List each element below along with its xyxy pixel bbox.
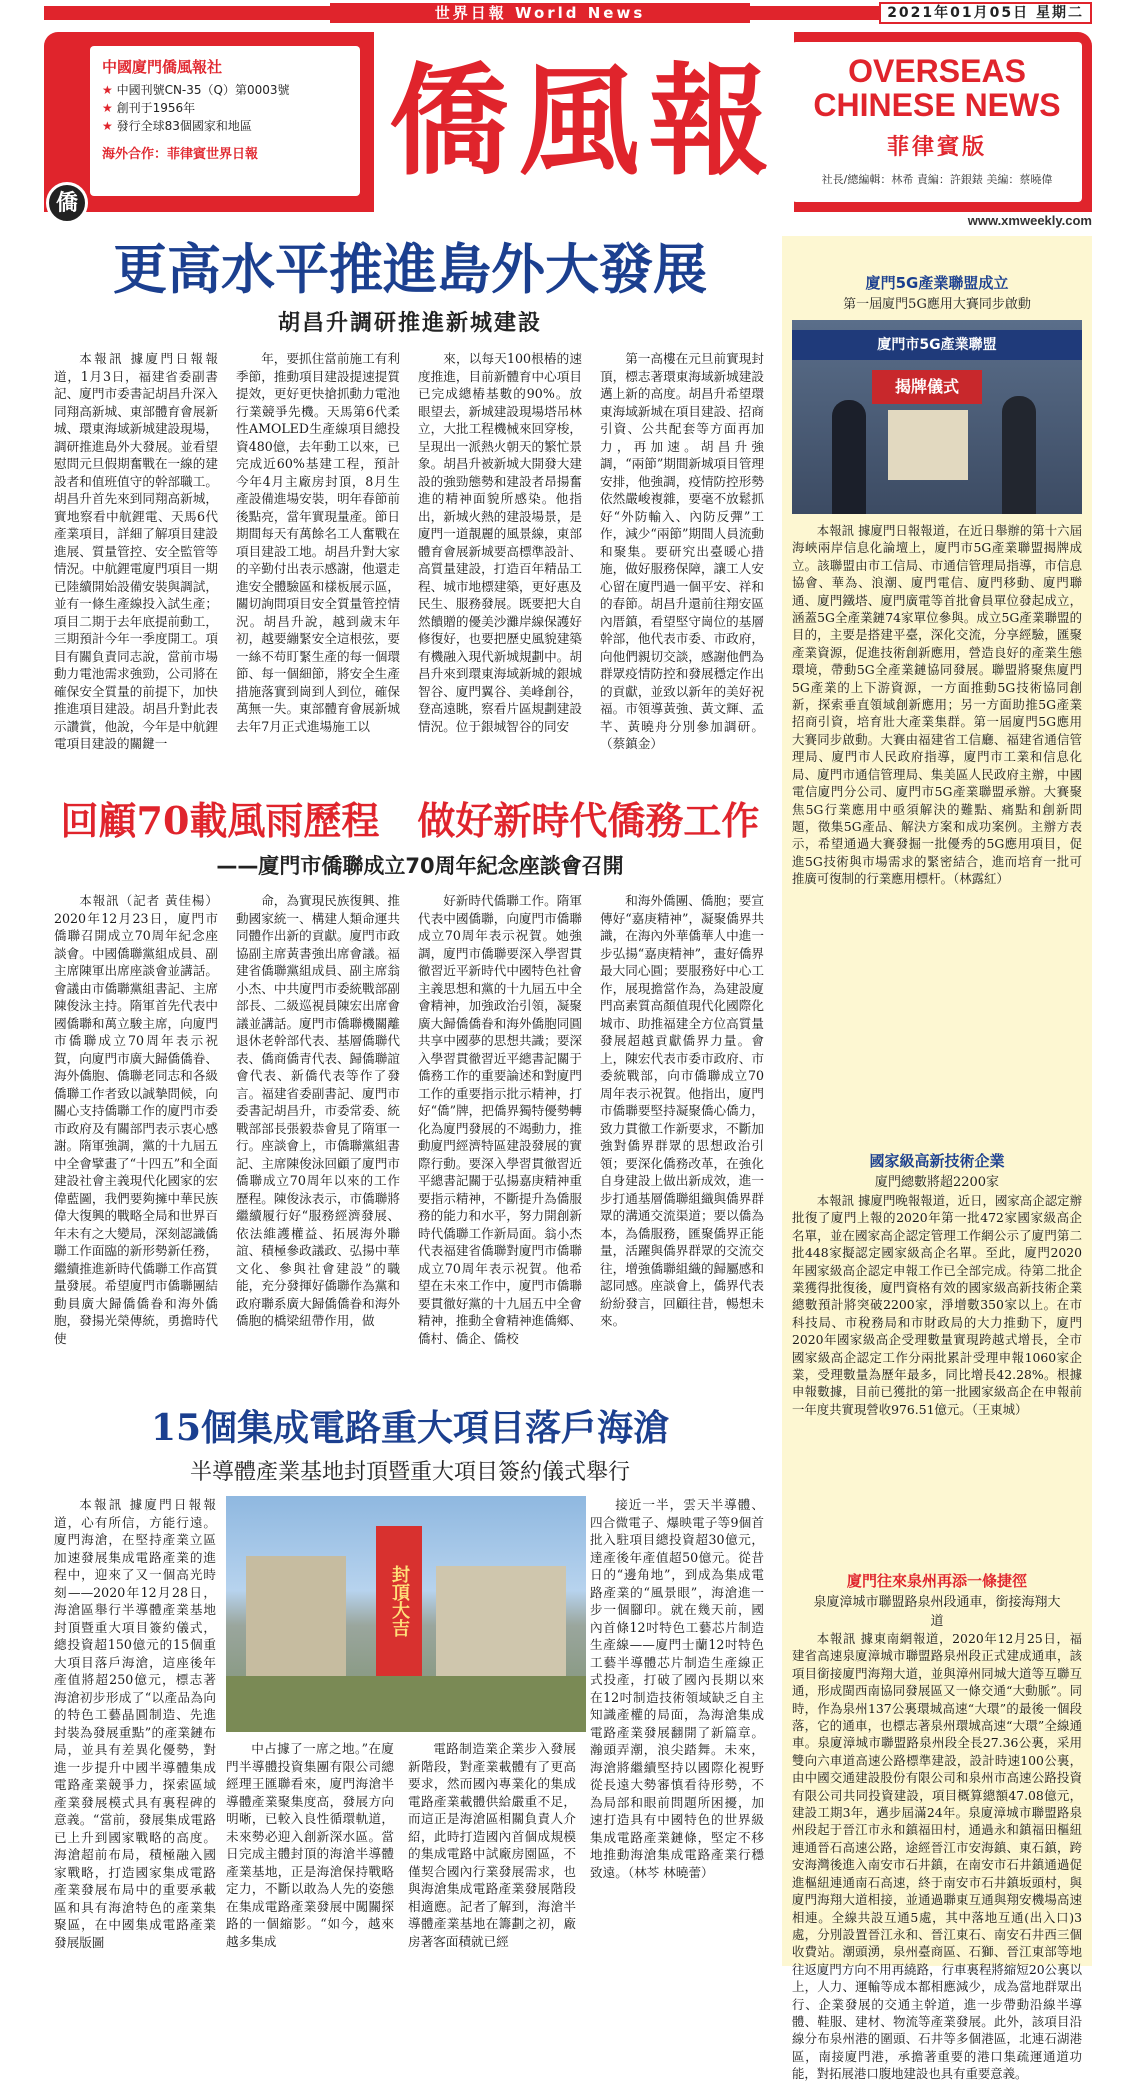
newspaper-title: 僑風報 bbox=[374, 32, 794, 212]
side-article-hightech bbox=[782, 1150, 1092, 1190]
side1-title: 廈門5G產業聯盟成立 bbox=[865, 274, 1009, 292]
article1-col2: 年，要抓住當前施工有利季節，推動項目建設提速提質提效，更好更快搶抓動力電池行業競爭先機。天馬第6代柔性AMOLED生產線項目總投資480億，去年動工以來，已完成近60%基建工程，預計今年4月主廠房封頂，8月生產設備進場安裝，明年春節前後點亮，當年實現量產。節日期間每天有萬餘名工人奮戰在項目建設工地。胡昌升對大家的辛勤付出表示感謝，他還走進安全體驗區和樣板展示區，關切詢問項目安全質量管控情況。胡昌升說，越到歲末年初，越要繃緊安全這根弦，要一絲不苟盯緊生產的每一個環節、每一個細節，將安全生產措施落實到崗到人到位，確保萬無一失。東部體育會展新城去年7月正式進場施工以 bbox=[236, 351, 400, 734]
person-left bbox=[832, 400, 866, 514]
publisher-info-list bbox=[102, 81, 348, 135]
article2-title: 回顧70載風雨歷程 做好新時代僑務工作 bbox=[60, 798, 760, 843]
article1-subtitle: 胡昌升調研推進新城建設 bbox=[277, 311, 542, 336]
article3-title: 15個集成電路重大項目落戶海滄 bbox=[150, 1407, 670, 1449]
website-url[interactable]: www.xmweekly.com bbox=[967, 213, 1092, 228]
unveiling-board: 揭牌儀式 bbox=[872, 370, 982, 404]
unveiling-ceremony-photo bbox=[792, 320, 1082, 514]
side2-title: 國家級高新技術企業 bbox=[869, 1152, 1005, 1170]
article2-col3: 好新時代僑聯工作。隋軍代表中國僑聯，向廈門市僑聯成立70周年表示祝賀。她強調，廈門市僑聯要深入學習貫徹習近平新時代中國特色社會主義思想和黨的十九屆五中全會精神，加強政治引領，凝聚廣大歸僑僑眷和海外僑胞同圓共享中國夢的思想共識；要深入學習貫徹習近平總書記關于僑務工作的重要論述和對廈門工作的重要指示批示精神，打好“僑”牌，把僑界獨特優勢轉化為廈門發展的不竭動力，推動廈門經濟特區建設發展的實際行動。要深入學習貫徹習近平總書記關于弘揚嘉庚精神重要指示精神，不斷提升為僑服務的能力和水平，努力開創新時代僑聯工作新局面。翁小杰代表福建省僑聯對廈門市僑聯成立70周年表示祝賀。他希望在未來工作中，廈門市僑聯要貫徹好黨的十九屆五中全會精神，推動全會精神進僑鄉、僑村、僑企、僑校 bbox=[418, 893, 583, 1346]
article3-col2: 中占據了一席之地。”在廈門半導體投資集團有限公司總經理王匯聯看來，廈門海滄半導體產業聚集度高，發展方向明晰，已較入良性循環軌道，未來勢必迎入創新深水區。當日完成主體封頂的海滄半導體產業基地，正是海滄保持戰略定力，不斷以敢為人先的姿態在集成電路產業發展中闖關探路的一個縮影。“如今，越來越多集成 bbox=[226, 1741, 394, 1949]
publisher-info bbox=[90, 46, 360, 196]
article2-col1: 本報訊（記者 黃佳楊）2020年12月23日，廈門市僑聯召開成立70周年紀念座談會。中國僑聯黨組成員、副主席陳軍出席座談會並講話。會議由市僑聯黨組書記、主席陳俊泳主持。隋軍首先代表中國僑聯和萬立駿主席，向廈門市僑聯成立70周年表示祝賀，向廈門市廣大歸僑僑眷、海外僑胞、僑聯老同志和各級僑聯工作者致以誠摯問候，向關心支持僑聯工作的廈門市委市政府及有關部門表示衷心感謝。隋軍強調，黨的十九屆五中全會擘畫了“十四五”和全面建設社會主義現代化國家的宏偉藍圖，我們要夠擁中華民族偉大復興的戰略全局和世界百年未有之大變局，深刻認識僑聯工作面臨的新形勢新任務，繼續推進新時代僑聯工作高質量發展。希望廈門市僑聯團結動員廣大歸僑僑眷和海外僑胞，發揚光榮傳統，勇擔時代使 bbox=[54, 893, 219, 1346]
issue-date: 2021年01月05日 星期二 bbox=[879, 2, 1092, 24]
crowd-ground bbox=[226, 1676, 586, 1732]
publisher-name: 中國廈門僑風報社 bbox=[102, 58, 223, 76]
article1-col3: 來，以每天100根樁的速度推進，目前新體育中心項目已完成總樁基數的90%。放眼望去，新城建設現場塔吊林立，大批工程機械來回穿梭，呈現出一派熱火朝天的繁忙景象。胡昌升被新城大開發大建設的強勁態勢和建設者昂揚奮進的精神面貌所感染。他指出，新城火熱的建設場景，是廈門一道靚麗的風景線，東部體育會展新城要高標準設計、高質量建設，打造百年精品工程、城市地標建築，更好惠及民生、服務發展。既要把大自然饋贈的優美沙灘岸線保護好修復好，也要把歷史風貌建築有機融入現代新城規劃中。胡昌升來到環東海域新城的銀城智谷、廈門翼谷、美峰創谷，登高遠眺，察看片區規劃建設情況。位于銀城智谷的同安 bbox=[418, 351, 582, 734]
article1-col4: 第一高樓在元旦前實現封頂，標志著環東海域新城建設邁上新的高度。胡昌升希望環東海域新城在項目建設、招商引資、公共配套等方面再加力，再加速。胡昌升強調，“兩節”期間新城項目管理安排，他強調，疫情防控形勢依然嚴峻複雜，要毫不放鬆抓好“外防輸入、內防反彈”工作，減少“兩節”期間人員流動和聚集。要研究出臺暖心措施，做好服務保障，讓工人安心留在廈門過一個平安、祥和的春節。胡昌升還前往翔安區內厝鎮，看望堅守崗位的基層幹部，他代表市委、市政府，向他們親切交談，感謝他們為群眾疫情防控和發展穩定作出的貢獻，並致以新年的美好祝福。市領導黃強、黃文輝、孟芊、黃曉舟分別參加調研。（蔡鎮金） bbox=[600, 351, 765, 751]
top-bar bbox=[0, 0, 1136, 26]
edition-label: 菲律賓版 bbox=[886, 135, 987, 160]
article3-col4: 接近一半，雲天半導體、四合微電子、爆映電子等9個首批入駐項目總投資超30億元，達產後年產值超50億元。從昔日的“邊角地”，到成為集成電路產業的“風景眼”，海滄進一步一個腳印。就在幾天前，國內首條12吋特色工藝芯片制造生產線——廈門士蘭12吋特色工藝半導體芯片制造生產線正式投產，打破了國內長期以來在12吋制造技術領域缺乏自主知識產權的局面，為海滄集成電路產業發展翻開了新篇章。瀚頭弄潮，浪尖踏舞。未來，海滄將繼續堅持以國際化視野從長遠大勢審慎看待形勢，不為局部和眼前問題所困擾，加速打造具有中國特色的世界級集成電路產業鏈條，堅定不移地推動海滄集成電路產業行穩致遠。（林芩 林曉蕾） bbox=[590, 1497, 764, 1880]
cooperation-note: 海外合作：菲律賓世界日報 bbox=[102, 147, 259, 162]
info-item: ★ 創刊于1956年 bbox=[102, 99, 348, 117]
article3-col3: 電路制造業企業步入發展新階段，對產業載體有了更高要求，然而國內專業化的集成電路產業載體供給嚴重不足，而這正是海滄區相關負責人介紹，此時打造國內首個成規模的集成電路中試廠房園區，不僅契合國內行業發展需求，也與海滄集成電路產業發展階段相適應。記者了解到，海滄半導體產業基地在籌劃之初，廠房著客面積就已經 bbox=[408, 1741, 576, 1949]
sidebar bbox=[782, 236, 1092, 2082]
building-left bbox=[246, 1556, 346, 1686]
side1-body: 本報訊 據廈門日報報道，在近日舉辦的第十六屆海峽兩岸信息化論壇上，廈門市5G產業聯盟揭牌成立。該聯盟由市工信局、市通信管理局指導，市信息協會、華為、浪潮、廈門電信、廈門移動、廈門聯通、廈門鐵塔、廈門廣電等首批會員單位發起成立，涵蓋5G全產業鏈74家單位參與。成立5G產業聯盟的目的，主要是搭建平臺，深化交流，分享經驗，匯聚產業資源，促進技術創新應用，營造良好的產業生態環境，帶動5G全產業鏈協同發展。聯盟將聚焦廈門5G產業的上下游資源，一方面推動5G技術協同創新，探索垂直領域創新應用；另一方面助推5G產業招商引資，培育壯大產業集群。第一屆廈門5G應用大賽同步啟動。大賽由福建省工信廳、福建省通信管理局、廈門市人民政府指導，廈門市工業和信息化局、廈門市通信管理局、集美區人民政府主辦，中國電信廈門分公司、廈門市5G產業聯盟承辦。大賽聚焦5G行業應用中亟須解決的難點、痛點和創新問題，徵集5G產品、解決方案和成功案例。主辦方表示，希望通過大賽發掘一批優秀的5G應用項目，促進5G技術與市場需求的緊密結合，進而培育一批可推廣可復制的行業應用標杆。（林露紅） bbox=[792, 523, 1082, 887]
ceremony-sign: 封頂大吉 bbox=[376, 1526, 422, 1676]
info-item: ★ 中國刊號CN-35（Q）第0003號 bbox=[102, 81, 348, 99]
side3-body: 本報訊 據東南網報道，2020年12月25日，福建省高速泉廈漳城市聯盟路泉州段正式建成通車，該項目銜接廈門海翔大道，並與漳州同城大道等互聯互通，形成閩西南協同發展區又一條交通“大動脈”。同時，作為泉州137公裏環城高速“大環”的最後一個段落，它的通車，也標志著泉州環城高速“大環”全線通車。泉廈漳城市聯盟路泉州段全長27.36公裏，采用雙向六車道高速公路標準建設，設計時速100公裏，由中國交通建設股份有限公司和泉州市高速公路投資有限公司共同投資建設，項目概算總額47.08億元，建設工期3年，邁步屆滿24年。泉廈漳城市聯盟路泉州段起于晉江市永和鎮福田村，通過永和鎮福田樞紐連通晉石高速公路，途經晉江市安海鎮、東石鎮，跨安海灣後進入南安市石井鎮，在南安市石井鎮通過促進樞紐連通南石高速，終于南安市石井鎮坂頭村，與廈門海翔大道相接，並通過聯東互通與翔安機場高速相連。全線共設互通5處，其中落地互通(出入口)3處，分別設置晉江永和、晉江東石、南安石井西三個收費站。潮頭湧，泉州臺商區、石獅、晉江東部等地往返廈門方向不用再繞路，行車裏程將縮短20公裏以上，人力、運輸等成本都相應減少，成為當地群眾出行、企業發展的交通主幹道，進一步帶動沿線半導體、鞋服、建材、物流等產業發展。此外，該項目沿線分布泉州港的圍頭、石井等多個港區，北連石湖港區，南接廈門港，承擔著重要的港口集疏運通道功能，對拓展港口腹地建設也具有重要意義。 bbox=[792, 1631, 1082, 2082]
english-title-line2: CHINESE NEWS bbox=[813, 87, 1061, 123]
article3-col1: 本報訊 據廈門日報報道，心有所信，方能行遠。廈門海滄，在堅持產業立區加速發展集成電路產業的進程中，迎來了又一個高光時刻——2020年12月28日，海滄區舉行半導體產業基地封頂暨重大項目簽約儀式，總投資超150億元的15個重大項目落戶海滄，這座後年產值將超250億元，標志著海滄初步形成了“以產品為向的特色工藝晶圓制造、先進封裝為發展重點”的產業鏈布局，並具有差異化優勢，對進一步提升中國半導體集成電路產業競爭力，探索區域產業發展模式具有裏程碑的意義。“當前，發展集成電路已上升到國家戰略的高度。海滄超前布局，積極融入國家戰略，打造國家集成電路產業發展布局中的重要承載區和具有海滄特色的產業集聚區，在中國集成電路產業發展版圖 bbox=[54, 1497, 216, 1950]
side3-subtitle: 泉廈漳城市聯盟路泉州段通車，銜接海翔大道 bbox=[813, 1595, 1061, 1629]
side2-subtitle: 廈門總數將超2200家 bbox=[874, 1175, 1000, 1190]
article1-body bbox=[54, 350, 764, 790]
article1-col1: 本報訊 據廈門日報報道，1月3日，福建省委副書記、廈門市委書記胡昌升深入同翔高新城、東部體育會展新城、環東海域新城建設現場，調研推進島外大發展。並看望慰問元旦假期奮戰在一線的建設者和值班值守的幹部職工。胡昌升首先來到同翔高新城，實地察看中航鋰電、天馬6代產業項目，詳細了解項目建設進展、質量管控、安全監管等情況。中航鋰電廈門項目一期已陸續開始設備安裝與調試，並有一條生產線投入試生產；項目二期于去年底提前動工，三期預計今年一季度開工。項目有關負責同志說，當前市場動力電池需求強勁，公司將在確保安全質量的前提下，加快推進項目建設。胡昌升對此表示讚賞，他說，今年是中航鋰電項目建設的關鍵一 bbox=[54, 351, 218, 751]
plaque bbox=[888, 410, 968, 480]
article3-subtitle: 半導體產業基地封頂暨重大項目簽約儀式舉行 bbox=[189, 1460, 630, 1485]
article2-col4: 和海外僑團、僑胞；要宣傳好“嘉庚精神”，凝聚僑界共識，在海內外華僑華人中進一步弘揚“嘉庚精神”，畫好僑界最大同心圓；要服務好中心工作，展現擔當作為，為建設廈門高素質高顏值現代化國際化城市、助推福建全方位高質量發展超越貢獻僑界力量。會上，陳宏代表市委市政府、市委統戰部，向市僑聯成立70周年表示祝賀。他指出，廈門市僑聯要堅持凝聚僑心僑力，致力貫徹工作新要求，不斷加強對僑界群眾的思想政治引領；要深化僑務改革，在強化自身建設上做出新成效，進一步打通基層僑聯組織與僑界群眾的溝通交流渠道；要以僑為本，為僑服務，匯聚僑界正能量，活躍與僑界群眾的交流交往，增強僑聯組織的歸屬感和認同感。座談會上，僑界代表紛紛發言，回顧往昔，暢想未來。 bbox=[600, 893, 765, 1328]
article2-subtitle: ——廈門市僑聯成立70周年紀念座談會召開 bbox=[216, 854, 624, 878]
alliance-banner: 廈門市5G產業聯盟 bbox=[792, 330, 1082, 360]
english-title-line1: OVERSEAS bbox=[848, 53, 1026, 89]
masthead bbox=[44, 32, 1092, 216]
building-right bbox=[436, 1566, 566, 1686]
world-news-brand: 世界日報 World News bbox=[330, 3, 750, 23]
person-right bbox=[1002, 396, 1036, 514]
info-item: ★ 發行全球83個國家和地區 bbox=[102, 117, 348, 135]
side1-subtitle: 第一屆廈門5G應用大賽同步啟動 bbox=[843, 297, 1031, 312]
side2-body: 本報訊 據廈門晚報報道，近日，國家高企認定辦批復了廈門上報的2020年第一批472家國家級高企名單，並在國家高企認定管理工作網公示了廈門第二批448家擬認定國家級高企名單。至此，廈門2020年國家級高企認定申報工作已全部完成。待第二批企業獲得批復後，廈門資格有效的國家級高新技術企業總數預計將突破2200家，淨增數350家以上。在市科技局、市稅務局和市財政局的大力推動下，廈門2020年國家級高企受理數量實現跨越式增長，全市國家級高企認定工作分兩批累計受理申報1060家企業，受理數量為歷年最多，同比增長42.28%。根據申報數據，目前已獲批的第一批國家級高企在申報前一年度共實現營收976.51億元。（王東城） bbox=[792, 1193, 1082, 1417]
staff-credits: 社長/總編輯：林希 責編：許銀錶 美編：蔡曉偉 bbox=[821, 173, 1053, 186]
side3-title: 廈門往來泉州再添一條捷徑 bbox=[846, 1572, 1027, 1590]
article2-body bbox=[54, 892, 764, 1392]
construction-site-photo bbox=[226, 1496, 586, 1732]
qiao-logo-icon: 僑 bbox=[46, 182, 88, 224]
side-article-quanzhou-road bbox=[782, 1570, 1092, 1629]
article1-title: 更高水平推進島外大發展 bbox=[113, 237, 707, 301]
side-article-5g bbox=[782, 272, 1092, 312]
article2-col2: 命，為實現民族復興、推動國家統一、構建人類命運共同體作出新的貢獻。廈門市政協副主席黃書強出席會議。福建省僑聯黨組成員、副主席翁小杰、中共廈門市委統戰部副部長、二級巡視員陳宏出席會議並講話。廈門市僑聯機關離退休老幹部代表、基層僑聯代表、僑商僑青代表、歸僑聯誼會代表、新僑代表等作了發言。福建省委副書記、廈門市委書記胡昌升，市委常委、統戰部部長張毅恭會見了隋軍一行。座談會上，市僑聯黨組書記、主席陳俊泳回顧了廈門市僑聯成立70周年以來的工作歷程。陳俊泳表示，市僑聯將繼續履行好“服務經濟發展、依法維護權益、拓展海外聯誼、積極參政議政、弘揚中華文化、參與社會建設”的職能，充分發揮好僑聯作為黨和政府聯系廣大歸僑僑眷和海外僑胞的橋梁紐帶作用，做 bbox=[236, 893, 400, 1328]
english-title-box bbox=[792, 42, 1082, 202]
